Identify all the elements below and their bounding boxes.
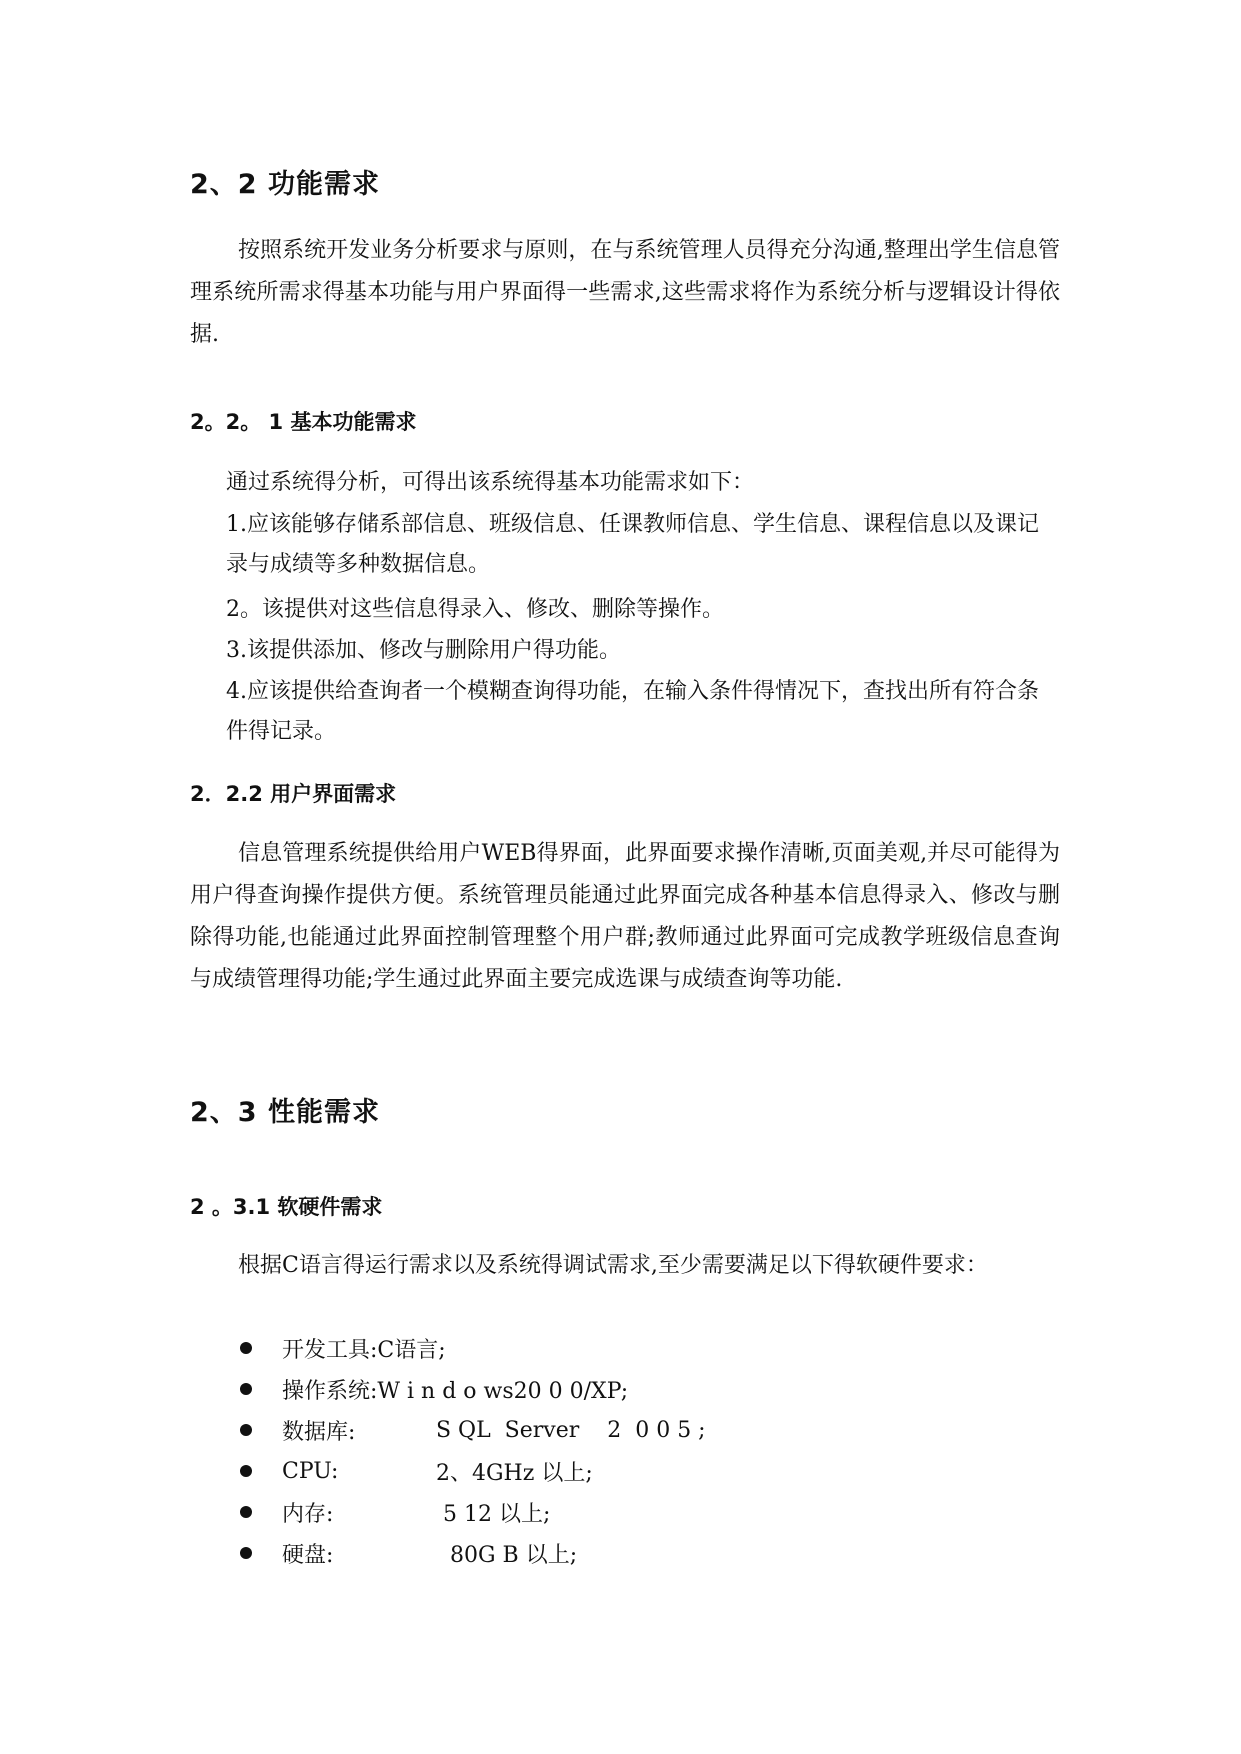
bullet-value: 80G B 以上; — [422, 1542, 578, 1568]
requirement-item-1: 1.应该能够存储系部信息、班级信息、任课教师信息、学生信息、课程信息以及课记录与成绩等多种数据信息。 — [226, 512, 1039, 577]
bullet-icon — [240, 1547, 252, 1559]
subsection-heading-2-2-2: 2．2.2 用户界面需求 — [190, 782, 397, 806]
list-item — [240, 1451, 593, 1491]
bullet-icon — [240, 1424, 252, 1436]
section-heading-2-3: 2、3 性能需求 — [190, 1097, 380, 1128]
list-item — [240, 1533, 577, 1573]
bullet-label: 开发工具:C语言; — [282, 1337, 446, 1363]
bullet-label: 内存: — [282, 1501, 334, 1527]
subsection-2-2-2-body: 信息管理系统提供给用户WEB得界面，此界面要求操作清晰,页面美观,并尽可能得为用户得查询操作提供方便。系统管理员能通过此界面完成各种基本信息得录入、修改与删除得功能,也能通过此界面控制管理整个用户群;教师通过此界面可完成教学班级信息查询与成绩管理得功能;学生通过此界面主要完成选课与成绩查询等功能. — [190, 841, 1060, 992]
bullet-label: 操作系统:W i n d o ws20 0 0/XP; — [282, 1378, 629, 1404]
subsection-heading-2-2-1: 2。2。 1 基本功能需求 — [190, 410, 417, 434]
list-item — [240, 1369, 628, 1409]
section-2-2-intro: 按照系统开发业务分析要求与原则，在与系统管理人员得充分沟通,整理出学生信息管理系统所需求得基本功能与用户界面得一些需求,这些需求将作为系统分析与逻辑设计得依据. — [190, 238, 1060, 347]
requirement-item-3: 3.该提供添加、修改与删除用户得功能。 — [226, 638, 621, 663]
subsection-heading-2-3-1: 2 。3.1 软硬件需求 — [190, 1195, 383, 1219]
bullet-value: S QL Server 2 0 0 5 ; — [422, 1417, 706, 1443]
bullet-icon — [240, 1383, 252, 1395]
list-item — [240, 1328, 446, 1368]
section-heading-2-2: 2、2 功能需求 — [190, 169, 380, 200]
bullet-label: CPU: — [282, 1458, 339, 1484]
requirement-item-4: 4.应该提供给查询者一个模糊查询得功能，在输入条件得情况下，查找出所有符合条件得记录。 — [226, 679, 1039, 744]
bullet-icon — [240, 1506, 252, 1518]
list-item — [240, 1410, 706, 1450]
bullet-value: 5 12 以上; — [422, 1501, 551, 1527]
bullet-value: 2、4GHz 以上; — [422, 1460, 593, 1486]
subsection-2-3-1-intro: 根据C语言得运行需求以及系统得调试需求,至少需要满足以下得软硬件要求： — [238, 1253, 988, 1278]
requirement-item-2: 2。该提供对这些信息得录入、修改、删除等操作。 — [226, 597, 724, 622]
subsection-2-2-1-intro: 通过系统得分析，可得出该系统得基本功能需求如下： — [226, 470, 755, 495]
bullet-label: 数据库: — [282, 1419, 356, 1445]
bullet-icon — [240, 1465, 252, 1477]
bullet-label: 硬盘: — [282, 1542, 334, 1568]
list-item — [240, 1492, 550, 1532]
bullet-icon — [240, 1342, 252, 1354]
